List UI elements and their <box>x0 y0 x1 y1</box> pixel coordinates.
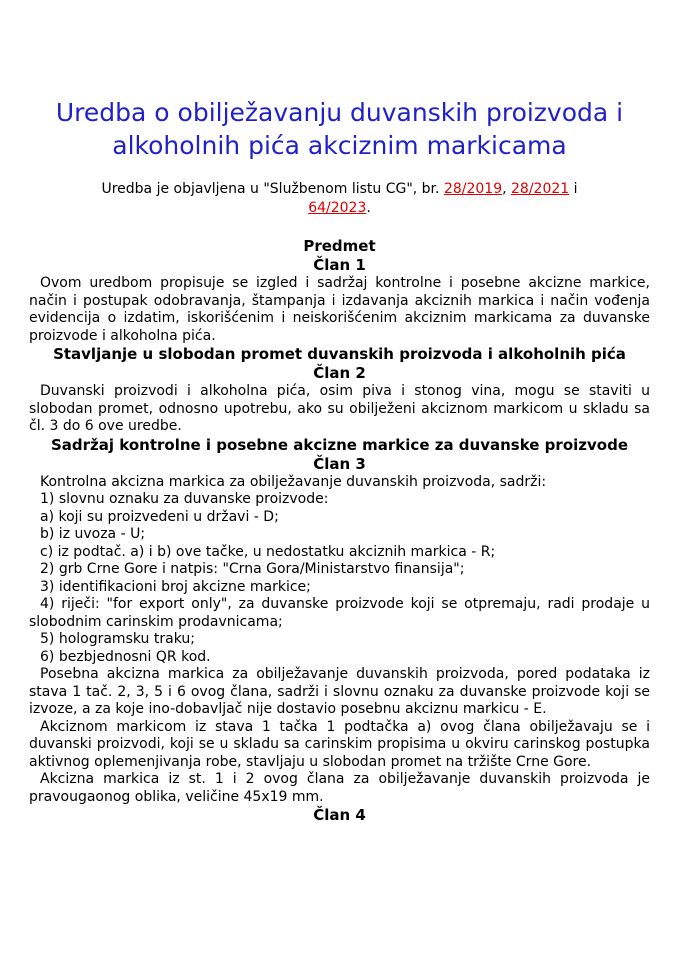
list-item-5: 5) hologramsku traku; <box>40 631 195 647</box>
gazette-link-28-2019[interactable]: 28/2019 <box>443 181 503 197</box>
document-title: Uredba o obilježavanju duvanskih proizvoda i alkoholnih pića akciznim markicama <box>55 98 624 160</box>
clan-3-stav-2-paragraph: Posebna akcizna markica za obilježavanje duvanskih proizvoda, pored podataka iz stava 1 tač. 2, 3, 5 i 6 ovog člana, sadrži i slovnu oznaku za duvanske proizvode koji se izvoze, a za koje ino-dobavljač nije dostavio posebnu akciznu markicu - E. <box>29 666 650 717</box>
list-item-2: 2) grb Crne Gore i natpis: "Crna Gora/Ministarstvo finansija"; <box>40 561 465 577</box>
heading-clan-4: Član 4 <box>313 806 366 824</box>
list-item-1: 1) slovnu oznaku za duvanske proizvode: <box>40 491 329 507</box>
heading-clan-1: Član 1 <box>313 256 366 274</box>
clan-3-stav-4-paragraph: Akcizna markica iz st. 1 i 2 ovog člana za obilježavanje duvanskih proizvoda je pravougaonog oblika, veličine 45x19 mm. <box>29 771 650 805</box>
list-item-1a: a) koji su proizvedeni u državi - D; <box>40 508 279 525</box>
clan-3-stav-3-paragraph: Akciznom markicom iz stava 1 tačka 1 podtačka a) ovog člana obilježavaju se i duvanski proizvodi, koji se u skladu sa carinskim propisima u okviru carinskog postupka aktivnog oplemenjivanja robe, stavljaju u slobodan promet na tržište Crne Gore. <box>29 718 650 770</box>
list-item-6: 6) bezbjednosni QR kod. <box>40 648 211 665</box>
heading-sadrzaj-markice: Sadržaj kontrolne i posebne akcizne markice za duvanske proizvode <box>50 435 628 454</box>
list-item-1c: c) iz podtač. a) i b) ove tačke, u nedostatku akciznih markica - R; <box>40 543 496 560</box>
heading-clan-2: Član 2 <box>313 364 366 382</box>
clan-3-intro-paragraph: Kontrolna akcizna markica za obilježavanje duvanskih proizvoda, sadrži: <box>40 473 547 490</box>
list-item-4: 4) riječi: "for export only", za duvanske proizvode koji se otpremaju, radi prodaje u slobodnim carinskim prodavnicama; <box>29 596 650 630</box>
publication-note-period: . <box>366 200 371 216</box>
list-item-1b: b) iz uvoza - U; <box>40 526 146 542</box>
clan-1-paragraph: Ovom uredbom propisuje se izgled i sadržaj kontrolne i posebne akcizne markice, način i postupak odobravanja, štampanja i izdavanja akciznih markica i način vođenja evidencija o izdatim, iskorišćenim i neiskorišćenim akciznim markicama za duvanske proizvode i alkoholna pića. <box>29 275 650 344</box>
gazette-link-64-2023[interactable]: 64/2023 <box>308 200 367 216</box>
clan-2-paragraph: Duvanski proizvodi i alkoholna pića, osim piva i stonog vina, mogu se staviti u slobodan promet, odnosno upotrebu, ako su obilježeni akciznom markicom u skladu sa čl. 3 do 6 ove uredbe. <box>29 383 650 434</box>
publication-note-text: Uredba je objavljena u "Službenom listu CG", br. <box>101 181 444 197</box>
heading-predmet: Predmet <box>303 237 376 255</box>
publication-note <box>29 180 650 218</box>
publication-note-separator: , <box>502 181 512 197</box>
heading-stavljanje-u-slobodan-promet: Stavljanje u slobodan promet duvanskih proizvoda i alkoholnih pića <box>53 345 626 363</box>
list-item-3: 3) identifikacioni broj akcizne markice; <box>40 578 311 595</box>
gazette-link-28-2021[interactable]: 28/2021 <box>511 181 570 197</box>
heading-clan-3: Član 3 <box>313 454 366 473</box>
publication-note-conjunction: i <box>569 181 578 197</box>
